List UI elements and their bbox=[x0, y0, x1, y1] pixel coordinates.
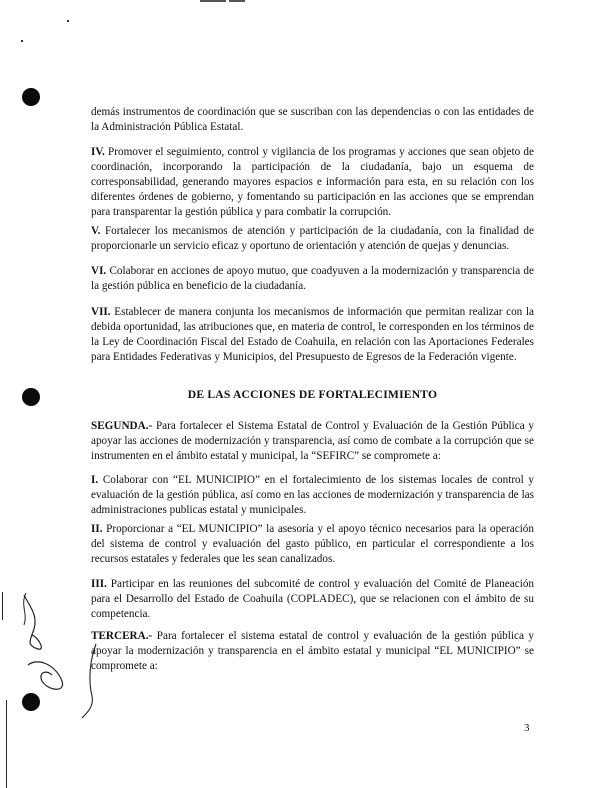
paragraph-label: V. bbox=[91, 225, 101, 237]
paragraph-label: II. bbox=[91, 523, 103, 535]
paragraph-label: VI. bbox=[91, 265, 107, 277]
page-number: 3 bbox=[524, 722, 530, 734]
paragraph-segunda-i: I. Colaborar con “EL MUNICIPIO” en el fortalecimiento de los sistemas locales de control y evaluación de la gestión pública, así como en las acciones de modernización y transparencia de las administraciones publicas estatal y municipales. bbox=[91, 474, 535, 516]
paragraph-label: VII. bbox=[91, 306, 111, 318]
section-heading: DE LAS ACCIONES DE FORTALECIMIENTO bbox=[187, 388, 438, 401]
paragraph-vii: VII. Establecer de manera conjunta los mecanismos de información que permitan realizar con la debida oportunidad, las atribuciones que, en materia de control, le corresponden en los términos de la Ley de Coordinación Fiscal del Estado de Coahuila, en relación con las Aportaciones Federales para Entidades Federativas y Municipios, del Presupuesto de Egresos de la Federación vigente. bbox=[91, 306, 535, 363]
paragraph-segunda-ii: II. Proporcionar a “EL MUNICIPIO” la asesoría y el apoyo técnico necesarios para la operación del sistema de control y evaluación del gasto público, en particular el correspondiente a los recursos estatales y federales que les sean canalizados. bbox=[91, 523, 534, 565]
clause-label: SEGUNDA.- bbox=[91, 420, 153, 432]
punch-hole bbox=[22, 388, 40, 406]
scan-edge-line bbox=[6, 700, 7, 788]
paragraph-label: IV. bbox=[91, 146, 105, 158]
punch-hole bbox=[22, 88, 40, 106]
clause-label: TERCERA.- bbox=[91, 630, 153, 642]
paragraph-v: V. Fortalecer los mecanismos de atención y participación de la ciudadanía, con la finalidad de proporcionarle un servicio eficaz y oportuno de orientación y atención de quejas y denuncias. bbox=[91, 225, 534, 252]
paragraph-vi: VI. Colaborar en acciones de apoyo mutuo, que coadyuven a la modernización y transparencia de la gestión pública en beneficio de la ciudadanía. bbox=[91, 265, 534, 292]
paragraph-label: III. bbox=[91, 578, 107, 590]
scan-edge-line bbox=[2, 592, 3, 620]
paragraph-iv: IV. Promover el seguimiento, control y vigilancia de los programas y acciones que sean objeto de coordinación, incorporando la participación de la ciudadanía, bajo un esquema de corresponsabilidad, generando mayores espacios e información para esta, en su relación con los diferentes órdenes de gobierno, y fomentando su participación en las acciones que se emprendan para transparentar la gestión pública y para combatir la corrupción. bbox=[91, 146, 534, 218]
paragraph-intro-continuation: demás instrumentos de coordinación que se suscriban con las dependencias o con las entidades de la Administración Pública Estatal. bbox=[91, 106, 534, 133]
paragraph-tercera: TERCERA.- Para fortalecer el sistema estatal de control y evaluación de la gestión pública y apoyar la modernización y transparencia en el ámbito estatal y municipal “EL MUNICIPIO” se compromete a: bbox=[91, 630, 535, 672]
signature-initials bbox=[8, 585, 88, 705]
paragraph-label: I. bbox=[91, 474, 99, 486]
paragraph-segunda: SEGUNDA.- Para fortalecer el Sistema Estatal de Control y Evaluación de la Gestión Pública y apoyar las acciones de modernización y transparencia, así como de combate a la corrupción que se instrumenten en el ámbito estatal y municipal, la “SEFIRC” se compromete a: bbox=[91, 420, 534, 462]
paragraph-segunda-iii: III. Participar en las reuniones del subcomité de control y evaluación del Comité de Planeación para el Desarrollo del Estado de Coahuila (COPLADEC), que se relacionen con el ámbito de su competencia. bbox=[91, 578, 535, 620]
scan-speck bbox=[67, 20, 69, 22]
scan-mark bbox=[200, 0, 226, 2]
scan-mark bbox=[229, 0, 245, 2]
scan-speck bbox=[21, 40, 23, 42]
